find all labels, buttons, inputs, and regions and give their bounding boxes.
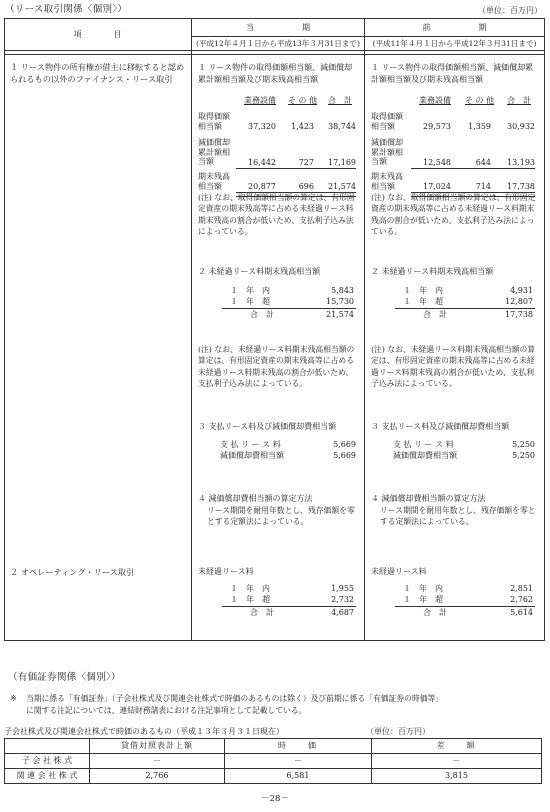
cell: 2,732 bbox=[331, 595, 354, 604]
row-label: 子 会 社 株 式 bbox=[5, 754, 90, 769]
cell: 696 bbox=[298, 182, 314, 191]
table-header-row bbox=[5, 739, 542, 754]
row-label: 期末残高相当額 bbox=[198, 172, 230, 191]
cell: 17,738 bbox=[505, 310, 533, 319]
cur-note2: (注) なお、未経過リース料期末残高相当額の算定は、有形固定資産の期末残高等に占める未経過リース料期末残高の割合が低いため、支払利子込み法によっている。 bbox=[198, 345, 355, 388]
cell: 714 bbox=[475, 182, 491, 191]
cur-note1: (注) なお、取得価額相当額の算定は、有形固定資産の期末残高等に占める未経過リース料期末残高の割合が低いため、支払利子込み法によっている。 bbox=[198, 193, 355, 236]
prior-sec2-heading: ２ 未経過リース料期末残高相当額 bbox=[371, 267, 494, 276]
cell: 2,766 bbox=[90, 769, 225, 784]
prior-note1: (注) なお、取得価額相当額の算定は、有形固定資産の期末残高等に占める未経過リース料期末残高の割合が低いため、支払利子込み法によっている。 bbox=[371, 193, 536, 236]
depreciation-label: 減価償却費相当額 bbox=[393, 451, 457, 460]
cell: 38,744 bbox=[328, 122, 356, 131]
securities-note-line1: 当期に係る「有価証券」（子会社株式及び関連会社株式で時価のあるものは除く）及び前期に係る「有価証券の時価等」 bbox=[26, 694, 444, 703]
cur-col-equipment: 業務設備 bbox=[244, 96, 276, 105]
cell: 1,955 bbox=[331, 584, 354, 593]
depreciation-label: 減価償却費相当額 bbox=[220, 451, 284, 460]
cell: 727 bbox=[298, 158, 314, 167]
cell: 5,669 bbox=[333, 440, 356, 449]
current-period: (平成12年４月１日から平成13年３月31日まで) bbox=[195, 39, 360, 48]
securities-title: （有価証券関係〈個別〉） bbox=[8, 672, 121, 683]
row-label: 取得価額相当額 bbox=[198, 112, 230, 131]
securities-note-line2: に関する注記については、連結財務諸表における注記事項として記載している。 bbox=[26, 706, 307, 715]
total-label: 合 計 bbox=[423, 608, 447, 617]
cell: 4,931 bbox=[510, 286, 533, 295]
table-row bbox=[5, 769, 542, 784]
cell: 13,193 bbox=[507, 158, 535, 167]
cur-col-total: 合 計 bbox=[328, 96, 352, 105]
cur-sec4-heading: ４ 減価償却費相当額の算定方法 bbox=[198, 494, 313, 503]
cell: 5,250 bbox=[512, 440, 535, 449]
cur-sec4-text: リース期間を耐用年数とし、残存価額を零とする定額法によっている。 bbox=[207, 506, 355, 527]
prior-note2: (注) なお、未経過リース料期末残高相当額の算定は、有形固定資産の期末残高等に占める未経過リース料期末残高の割合が低いため、支払利子込み法によっている。 bbox=[371, 345, 536, 388]
within-year-label: １ 年 内 bbox=[230, 286, 270, 295]
table-row bbox=[5, 754, 542, 769]
paid-lease-label: 支 払 リ ー ス 料 bbox=[393, 440, 454, 449]
cell: 4,687 bbox=[331, 608, 354, 617]
prior-sec4-text: リース期間を耐用年数とし、残存価額を零とする定額法によっている。 bbox=[380, 506, 536, 527]
cell: － bbox=[90, 754, 225, 769]
cur-op-table bbox=[198, 584, 360, 630]
col-difference: 差 額 bbox=[372, 739, 542, 754]
securities-table bbox=[4, 738, 542, 784]
cell: － bbox=[225, 754, 372, 769]
paid-lease-label: 支 払 リ ー ス 料 bbox=[220, 440, 281, 449]
cell: 5,843 bbox=[331, 286, 354, 295]
cell: 16,442 bbox=[248, 158, 276, 167]
cell: 12,548 bbox=[423, 158, 451, 167]
cell: 21,574 bbox=[326, 310, 354, 319]
prior-sec2-table bbox=[371, 286, 539, 332]
total-label: 合 計 bbox=[250, 608, 274, 617]
prior-op-heading: 未経過リース料 bbox=[371, 567, 427, 576]
total-label: 合 計 bbox=[423, 310, 447, 319]
over-year-label: １ 年 超 bbox=[230, 297, 270, 306]
cell: 644 bbox=[475, 158, 491, 167]
col-head-prior: 前 期 bbox=[422, 23, 487, 32]
item-operating-lease: ２ オペレーティング・リース取引 bbox=[10, 567, 135, 577]
cell: 1,423 bbox=[291, 122, 314, 131]
cur-op-heading: 未経過リース料 bbox=[198, 567, 254, 576]
prior-period: (平成11年４月１日から平成12年３月31日まで) bbox=[372, 39, 537, 48]
unit-label: （単位：百万円） bbox=[478, 6, 542, 15]
cell: 5,614 bbox=[510, 608, 533, 617]
note-mark: ※ bbox=[10, 694, 17, 703]
securities-caption: 子会社株式及び関連会社株式で時価のあるもの（平成１３年３月３１日現在） bbox=[4, 727, 284, 736]
col-fair-value: 時 価 bbox=[225, 739, 372, 754]
over-year-label: １ 年 超 bbox=[230, 595, 270, 604]
cell: 12,807 bbox=[505, 297, 533, 306]
cell: 15,730 bbox=[326, 297, 354, 306]
row-label: 取得価額相当額 bbox=[371, 112, 403, 131]
cell: 3,815 bbox=[372, 769, 542, 784]
prior-sec4-heading: ４ 減価償却費相当額の算定方法 bbox=[371, 494, 486, 503]
cur-col-other: そ の 他 bbox=[288, 96, 318, 105]
col-book-value: 貸借対照表計上額 bbox=[90, 739, 225, 754]
cell: 17,024 bbox=[423, 182, 451, 191]
cell: 5,250 bbox=[512, 451, 535, 460]
prior-op-table bbox=[371, 584, 539, 630]
cell: － bbox=[372, 754, 542, 769]
within-year-label: １ 年 内 bbox=[230, 584, 270, 593]
cell: 37,320 bbox=[248, 122, 276, 131]
item-finance-lease: １ リース物件の所有権が借主に移転すると認められるもの以外のファイナンス・リース取引 bbox=[10, 62, 185, 84]
cur-sec2-table bbox=[198, 286, 360, 332]
prior-sec3-table bbox=[371, 440, 539, 464]
prior-col-equipment: 業務設備 bbox=[419, 96, 451, 105]
header-blank bbox=[5, 739, 90, 754]
cell: 17,738 bbox=[507, 182, 535, 191]
cur-sec3-table bbox=[198, 440, 360, 464]
cell: 6,581 bbox=[225, 769, 372, 784]
cur-sec2-heading: ２ 未経過リース料期末残高相当額 bbox=[198, 267, 321, 276]
prior-col-total: 合 計 bbox=[507, 96, 531, 105]
over-year-label: １ 年 超 bbox=[403, 297, 443, 306]
cur-matrix bbox=[198, 96, 360, 196]
cur-sec3-heading: ３ 支払リース料及び減価償却費相当額 bbox=[198, 422, 337, 431]
within-year-label: １ 年 内 bbox=[403, 584, 443, 593]
col-head-current: 当 期 bbox=[246, 23, 310, 32]
cur-sec1-heading: １ リース物件の取得価額相当額、減価償却累計額相当額及び期末残高相当額 bbox=[198, 63, 353, 84]
prior-sec1-heading: １ リース物件の取得価額相当額、減価償却累計額相当額及び期末残高相当額 bbox=[371, 63, 534, 84]
page-number: －28－ bbox=[261, 794, 289, 804]
cell: 20,877 bbox=[248, 182, 276, 191]
cell: 2,851 bbox=[510, 584, 533, 593]
row-label: 関 連 会 社 株 式 bbox=[5, 769, 90, 784]
prior-sec3-heading: ３ 支払リース料及び減価償却費相当額 bbox=[371, 422, 510, 431]
prior-matrix bbox=[371, 96, 539, 196]
section-title: （リース取引関係〈個別〉） bbox=[5, 4, 128, 15]
cell: 17,169 bbox=[328, 158, 356, 167]
cell: 5,669 bbox=[333, 451, 356, 460]
cell: 21,574 bbox=[328, 182, 356, 191]
row-label: 期末残高相当額 bbox=[371, 172, 403, 191]
securities-unit: （単位：百万円） bbox=[366, 727, 430, 736]
prior-col-other: そ の 他 bbox=[465, 96, 495, 105]
row-label: 減価償却累計額相当額 bbox=[198, 138, 230, 167]
cell: 2,762 bbox=[510, 595, 533, 604]
over-year-label: １ 年 超 bbox=[403, 595, 443, 604]
cell: 1,359 bbox=[468, 122, 491, 131]
cell: 29,573 bbox=[423, 122, 451, 131]
cell: 30,932 bbox=[507, 122, 535, 131]
within-year-label: １ 年 内 bbox=[403, 286, 443, 295]
total-label: 合 計 bbox=[250, 310, 274, 319]
row-label: 減価償却累計額相当額 bbox=[371, 138, 403, 167]
col-head-item: 項 目 bbox=[73, 30, 122, 39]
